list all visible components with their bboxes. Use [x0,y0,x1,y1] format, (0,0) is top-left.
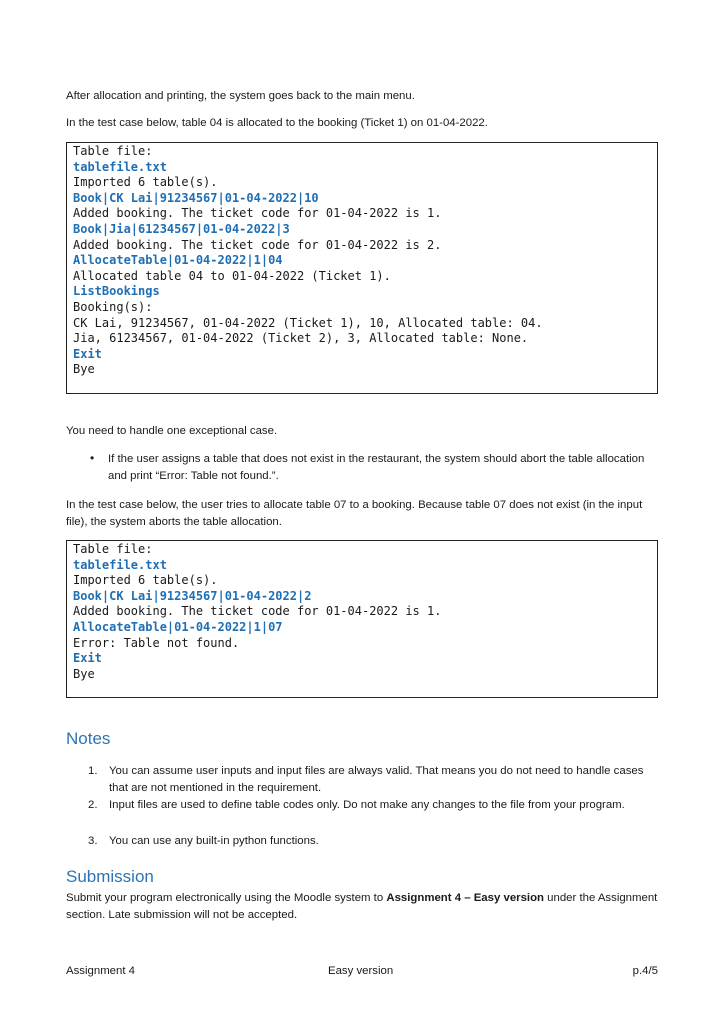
console-input-line: AllocateTable|01-04-2022|1|04 [73,253,283,268]
console-output-line: Jia, 61234567, 01-04-2022 (Ticket 2), 3, Allocated table: None. [73,331,529,346]
note-item-2: Input files are used to define table codes only. Do not make any changes to the file from your program. [109,799,625,811]
note-number: 2. [88,799,98,811]
console-output-line: Allocated table 04 to 01-04-2022 (Ticket 1). [73,268,391,283]
exceptional-bullet: If the user assigns a table that does not exist in the restaurant, the system should abort the table allocation and print “Error: Table not found.”. [108,453,645,482]
submission-text-after: under the Assignment section. Late submission will not be accepted. [66,892,658,921]
note-number: 3. [88,835,98,847]
console-input-line: Exit [73,651,102,666]
intro-paragraph-1: After allocation and printing, the system goes back to the main menu. [66,90,415,102]
console-output-line: Imported 6 table(s). [73,573,218,588]
console-output-line: Table file: [73,542,153,556]
console-input-line: Book|CK Lai|91234567|01-04-2022|10 [73,190,319,205]
console-output-line: Error: Table not found. [73,635,240,650]
console-output-line: Added booking. The ticket code for 01-04-2022 is 1. [73,206,442,221]
note-item-1: You can assume user inputs and input files are always valid. That means you do not need to handle cases that are not mentioned in the requirement. [109,765,644,794]
footer-page-number: p.4/5 [632,965,658,977]
console-input-line: AllocateTable|01-04-2022|1|07 [73,619,283,634]
console-output-line: Added booking. The ticket code for 01-04-2022 is 2. [73,237,442,252]
console-input-line: tablefile.txt [73,159,167,174]
intro-paragraph-2: In the test case below, table 04 is allocated to the booking (Ticket 1) on 01-04-2022. [66,117,488,129]
footer-center: Easy version [328,965,394,977]
console-input-line: Book|CK Lai|91234567|01-04-2022|2 [73,588,312,603]
submission-text-before: Submit your program electronically using the Moodle system to [66,892,387,904]
example-console-2 [66,540,658,698]
console-output-line: Bye [73,362,95,377]
console-output-line: Bye [73,666,95,681]
exceptional-intro: You need to handle one exceptional case. [66,425,278,437]
console-input-line: Book|Jia|61234567|01-04-2022|3 [73,221,290,236]
console-input-line: Exit [73,346,102,361]
exceptional-paragraph: In the test case below, the user tries to allocate table 07 to a booking. Because table 07 does not exist (in the input file), the system aborts the table allocation. [66,499,643,528]
bullet-icon: • [90,451,95,465]
console-output-line: Booking(s): [73,299,153,314]
console-output-line: Table file: [73,144,153,158]
submission-bold-target: Assignment 4 – Easy version [386,892,544,904]
console-output-line: Added booking. The ticket code for 01-04-2022 is 1. [73,604,442,619]
console-output-line: CK Lai, 91234567, 01-04-2022 (Ticket 1), 10, Allocated table: 04. [73,315,543,330]
notes-heading: Notes [66,729,111,748]
example-console-1 [66,142,658,394]
console-input-line: ListBookings [73,284,160,299]
note-item-3: You can use any built-in python functions. [109,835,319,847]
note-number: 1. [88,765,98,777]
footer-left: Assignment 4 [66,965,136,977]
submission-heading: Submission [66,867,154,886]
console-output-line: Imported 6 table(s). [73,175,218,190]
submission-text [66,890,662,924]
console-input-line: tablefile.txt [73,557,167,572]
